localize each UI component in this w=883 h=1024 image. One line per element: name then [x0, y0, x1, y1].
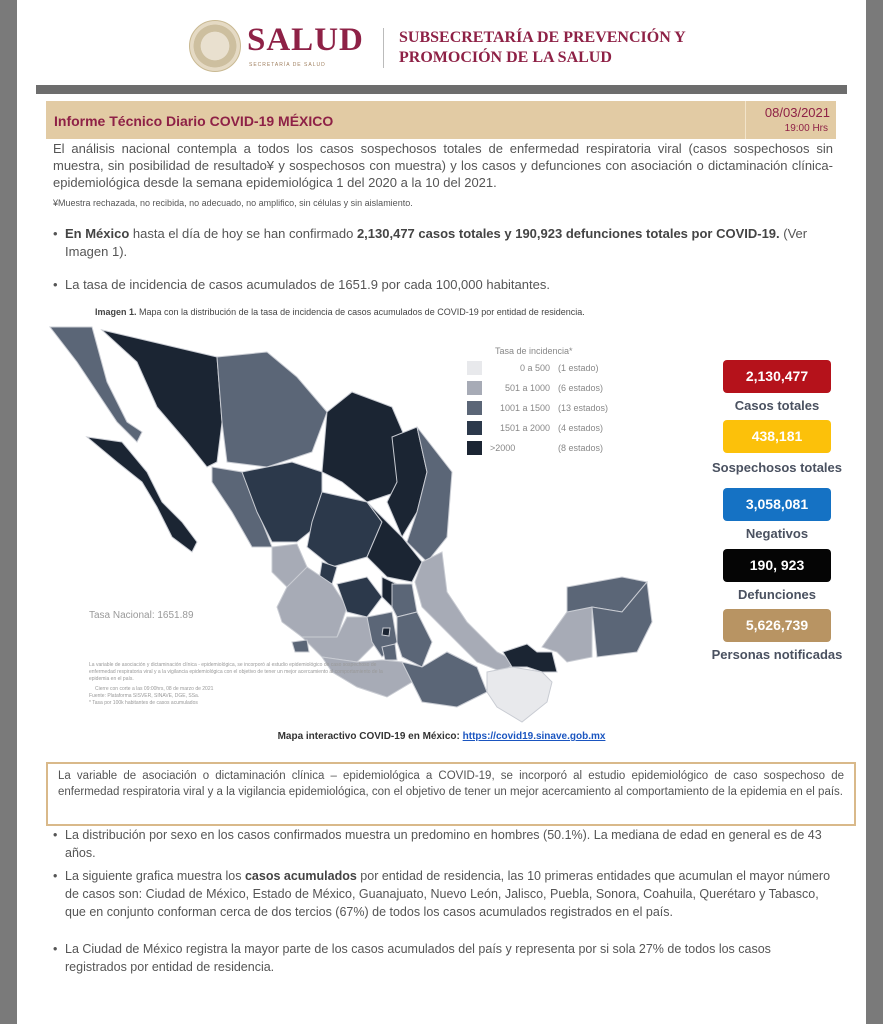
stat-casos-totales	[687, 360, 867, 413]
stat-value: 5,626,739	[723, 609, 831, 642]
bullet-dot: •	[53, 277, 58, 292]
intro-paragraph: El análisis nacional contempla a todos los casos sospechosos totales de enfermedad respiratoria viral (casos sospechosos sin muestra, sin posibilidad de resultado¥ y sospechosos con muestra) y los casos y defunciones con asociación o dictaminación clínica-epidemiológica desde la semana epidemiológica 1 del 2020 a la 10 del 2021.	[53, 141, 833, 190]
map-notes	[89, 662, 399, 707]
state-colima	[292, 640, 309, 652]
state-morelos	[382, 644, 397, 660]
legend-count: (4 estados)	[558, 423, 604, 433]
report-time: 19:00 Hrs	[784, 123, 828, 134]
state-chiapas	[487, 667, 552, 722]
map-legend	[467, 346, 637, 458]
interactive-map-link[interactable]: https://covid19.sinave.gob.mx	[462, 731, 606, 742]
header-divider	[383, 28, 384, 68]
bold-casos-acumulados: casos acumulados	[244, 869, 357, 883]
stat-label: Sospechosos totales	[711, 460, 843, 475]
map-note-text: La variable de asociación y dictaminación clínica - epidemiológica, se incorporó al estudio epidemiológico de caso sospechoso de enfermedad respiratoria viral y a la vigilancia epidemiológica con el objetivo de tener un mejor acercamiento al comportamiento de la epidemia en el país.	[89, 662, 383, 682]
bullet-text: (Ver Imagen 1).	[65, 226, 808, 259]
stat-value: 3,058,081	[723, 488, 831, 521]
legend-row	[467, 418, 637, 438]
bullet-top-states	[53, 867, 833, 921]
bullet-dot: •	[53, 942, 58, 956]
map-link-label: Mapa interactivo COVID-19 en México:	[277, 731, 463, 742]
state-veracruz	[415, 552, 517, 672]
stat-personas-notificadas	[687, 609, 867, 662]
caption-text: Mapa con la distribución de la tasa de incidencia de casos acumulados de COVID-19 por entidad de residencia.	[136, 307, 585, 317]
state-chihuahua	[217, 352, 327, 467]
report-title-bar	[46, 101, 836, 139]
state-cdmx	[382, 628, 390, 636]
map-cut-date: Cierre con corte a las 09:00hrs, 08 de marzo de 2021	[95, 686, 214, 692]
intro-footnote: ¥Muestra rechazada, no recibida, no adecuado, no amplifico, sin células y sin aislamiento.	[53, 198, 413, 208]
mexico-seal-icon	[189, 20, 241, 72]
figure-caption	[95, 307, 585, 317]
report-date: 08/03/2021	[764, 105, 830, 120]
state-baja-california-sur	[87, 437, 197, 552]
stat-value: 438,181	[723, 420, 831, 453]
stat-value: 2,130,477	[723, 360, 831, 393]
stat-negativos	[687, 488, 867, 541]
brand-salud: SALUD	[247, 22, 364, 58]
caption-label: Imagen 1.	[95, 307, 137, 317]
bullet-text: por entidad de residencia, las 10 primeras entidades que acumulan el mayor número de casos son: Ciudad de México, Estado de México, Guanajuato, Nuevo León, Jalisco, Puebla, Sonora, Coahuila, Querétaro y Tabasco, que en conjunto conforman cerca de dos tercios (67%) de todos los casos acumulados registrados en el país.	[65, 869, 831, 919]
bullet-text: La Ciudad de México registra la mayor parte de los casos acumulados del país y representa por si sola 27% de todos los casos registrados por entidad de residencia.	[65, 942, 771, 974]
legend-row	[467, 438, 637, 458]
legend-count: (6 estados)	[558, 383, 604, 393]
legend-count: (13 estados)	[558, 403, 609, 413]
bullet-dot: •	[53, 869, 58, 883]
bullet-text: hasta el día de hoy se han confirmado	[129, 226, 357, 241]
stat-label: Defunciones	[737, 587, 816, 602]
stat-label: Casos totales	[734, 398, 820, 413]
legend-title: Tasa de incidencia*	[495, 346, 573, 356]
subsecretaria-line2: PROMOCIÓN DE LA SALUD	[399, 49, 612, 66]
bullet-text: La distribución por sexo en los casos confirmados muestra un predomino en hombres (50.1%). La mediana de edad en general es de 43 años.	[65, 828, 822, 860]
legend-range: 1501 a 2000	[499, 423, 550, 433]
stat-value: 190, 923	[723, 549, 831, 582]
bullet-text: La tasa de incidencia de casos acumulados de 1651.9 por cada 100,000 habitantes.	[65, 277, 550, 292]
legend-swatch	[467, 441, 482, 455]
header	[185, 18, 745, 78]
bullet-incidence	[53, 276, 833, 294]
state-hidalgo	[392, 584, 417, 617]
stat-label: Personas notificadas	[711, 647, 843, 662]
interactive-map-line	[17, 731, 866, 742]
bullet-confirmed	[53, 225, 833, 261]
report-date-box	[745, 101, 836, 139]
bullet-dot: •	[53, 226, 58, 241]
map-source: Fuente: Plataforma SISVER, SINAVE, DGE, SSa.	[89, 693, 200, 699]
map-rate-note: * Tasa por 100k habitantes de casos acumulados	[89, 700, 198, 706]
legend-swatch	[467, 381, 482, 395]
bullet-text: La siguiente grafica muestra los	[65, 869, 245, 883]
legend-swatch	[467, 401, 482, 415]
subsecretaria-title	[399, 28, 686, 68]
state-puebla	[397, 612, 432, 667]
document-page	[17, 0, 866, 1024]
legend-row	[467, 398, 637, 418]
bullet-sex-distribution	[53, 826, 833, 862]
brand-sub: SECRETARÍA DE SALUD	[249, 62, 326, 68]
tasa-nacional: Tasa Nacional: 1651.89	[89, 610, 194, 621]
subsecretaria-line1: SUBSECRETARÍA DE PREVENCIÓN Y	[399, 29, 686, 46]
legend-swatch	[467, 361, 482, 375]
report-title: Informe Técnico Diario COVID-19 MÉXICO	[54, 113, 334, 129]
legend-row	[467, 378, 637, 398]
legend-row	[467, 358, 637, 378]
legend-range: >2000	[490, 443, 516, 453]
legend-range: 1001 a 1500	[499, 403, 550, 413]
legend-count: (1 estado)	[558, 363, 599, 373]
legend-swatch	[467, 421, 482, 435]
stat-sospechosos	[687, 420, 867, 475]
header-rule	[36, 85, 847, 94]
bold-lead: En México	[65, 226, 130, 241]
stat-defunciones	[687, 549, 867, 602]
stat-label: Negativos	[745, 526, 809, 541]
legend-range: 501 a 1000	[504, 383, 550, 393]
bullet-cdmx	[53, 940, 833, 976]
clinical-variable-note: La variable de asociación o dictaminación clínica – epidemiológica a COVID-19, se incorporó al estudio epidemiológico de caso sospechoso de enfermedad respiratoria viral y a la vigilancia epidemiológica, con el objetivo de tener un mejor acercamiento al comportamiento de la epidemia en el país.	[46, 762, 856, 826]
bullet-dot: •	[53, 828, 58, 842]
bold-totals: 2,130,477 casos totales y 190,923 defunciones totales por COVID-19.	[356, 226, 780, 241]
legend-range: 0 a 500	[519, 363, 550, 373]
legend-count: (8 estados)	[558, 443, 604, 453]
